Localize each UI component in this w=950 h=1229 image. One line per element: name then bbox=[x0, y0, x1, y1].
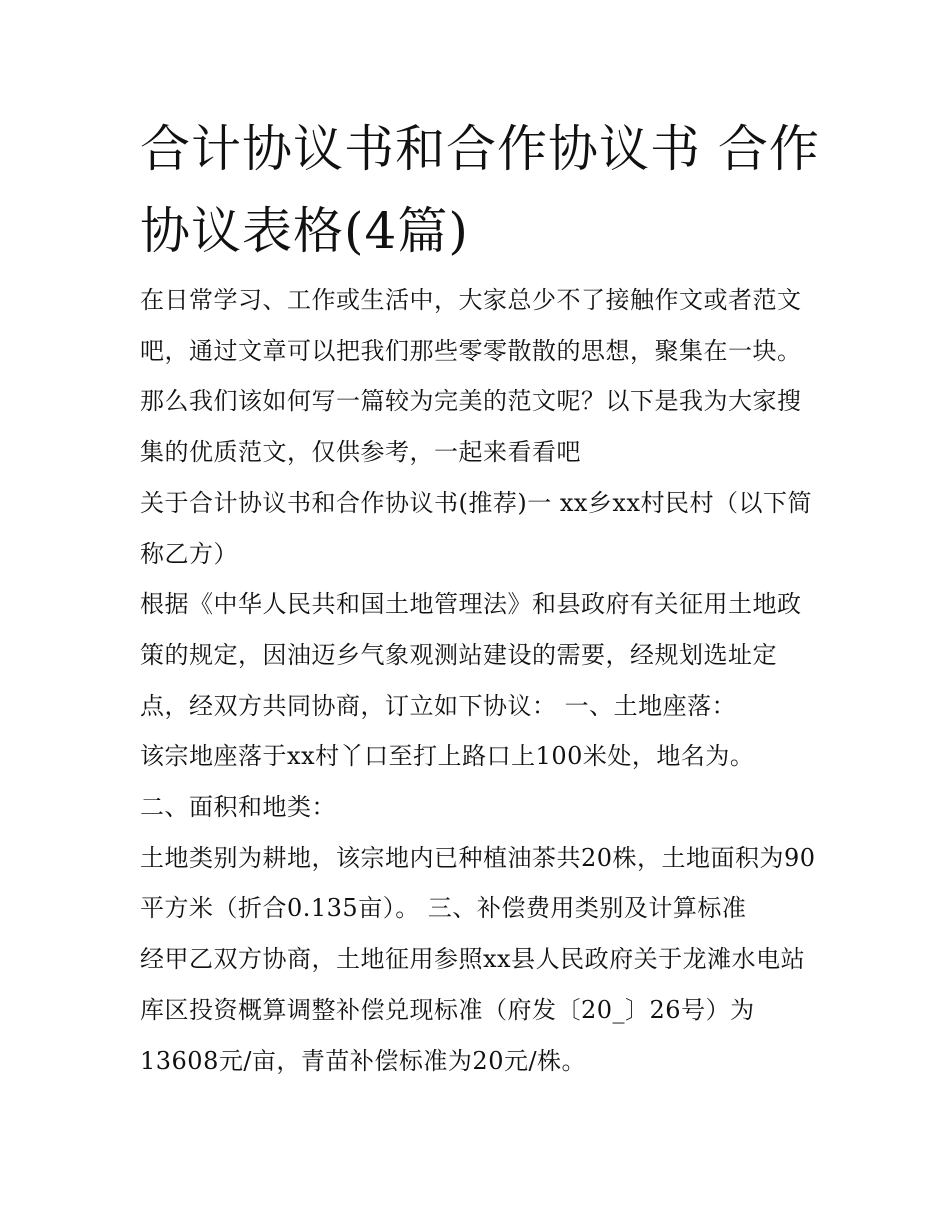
area-heading-paragraph: 二、面积和地类： bbox=[140, 793, 336, 822]
land-location-paragraph: 该宗地座落于xx村丫口至打上路口上100米处，地名为。 bbox=[140, 742, 755, 771]
land-type-paragraph: 土地类别为耕地，该宗地内已种植油茶共20株，土地面积为90平方米（折合0.135亩）。 三、补偿费用类别及计算标准 bbox=[140, 843, 816, 923]
compensation-paragraph: 经甲乙双方协商，土地征用参照xx县人民政府关于龙滩水电站库区投资概算调整补偿兑现标准（府发〔20_〕26号）为13608元/亩，青苗补偿标准为20元/株。 bbox=[140, 945, 806, 1075]
document-body bbox=[140, 275, 820, 1086]
document-title: 合计协议书和合作协议书 合作协议表格(4篇) bbox=[140, 120, 820, 260]
intro-paragraph: 在日常学习、工作或生活中，大家总少不了接触作文或者范文吧，通过文章可以把我们那些零零散散的思想，聚集在一块。那么我们该如何写一篇较为完美的范文呢？以下是我为大家搜集的优质范文，仅供参考，一起来看看吧 bbox=[140, 286, 802, 467]
agreement-heading-paragraph: 关于合计协议书和合作协议书(推荐)一 xx乡xx村民村（以下简称乙方） bbox=[140, 488, 812, 568]
basis-paragraph: 根据《中华人民共和国土地管理法》和县政府有关征用土地政策的规定，因油迈乡气象观测站建设的需要，经规划选址定点，经双方共同协商，订立如下协议： 一、土地座落： bbox=[140, 590, 802, 720]
